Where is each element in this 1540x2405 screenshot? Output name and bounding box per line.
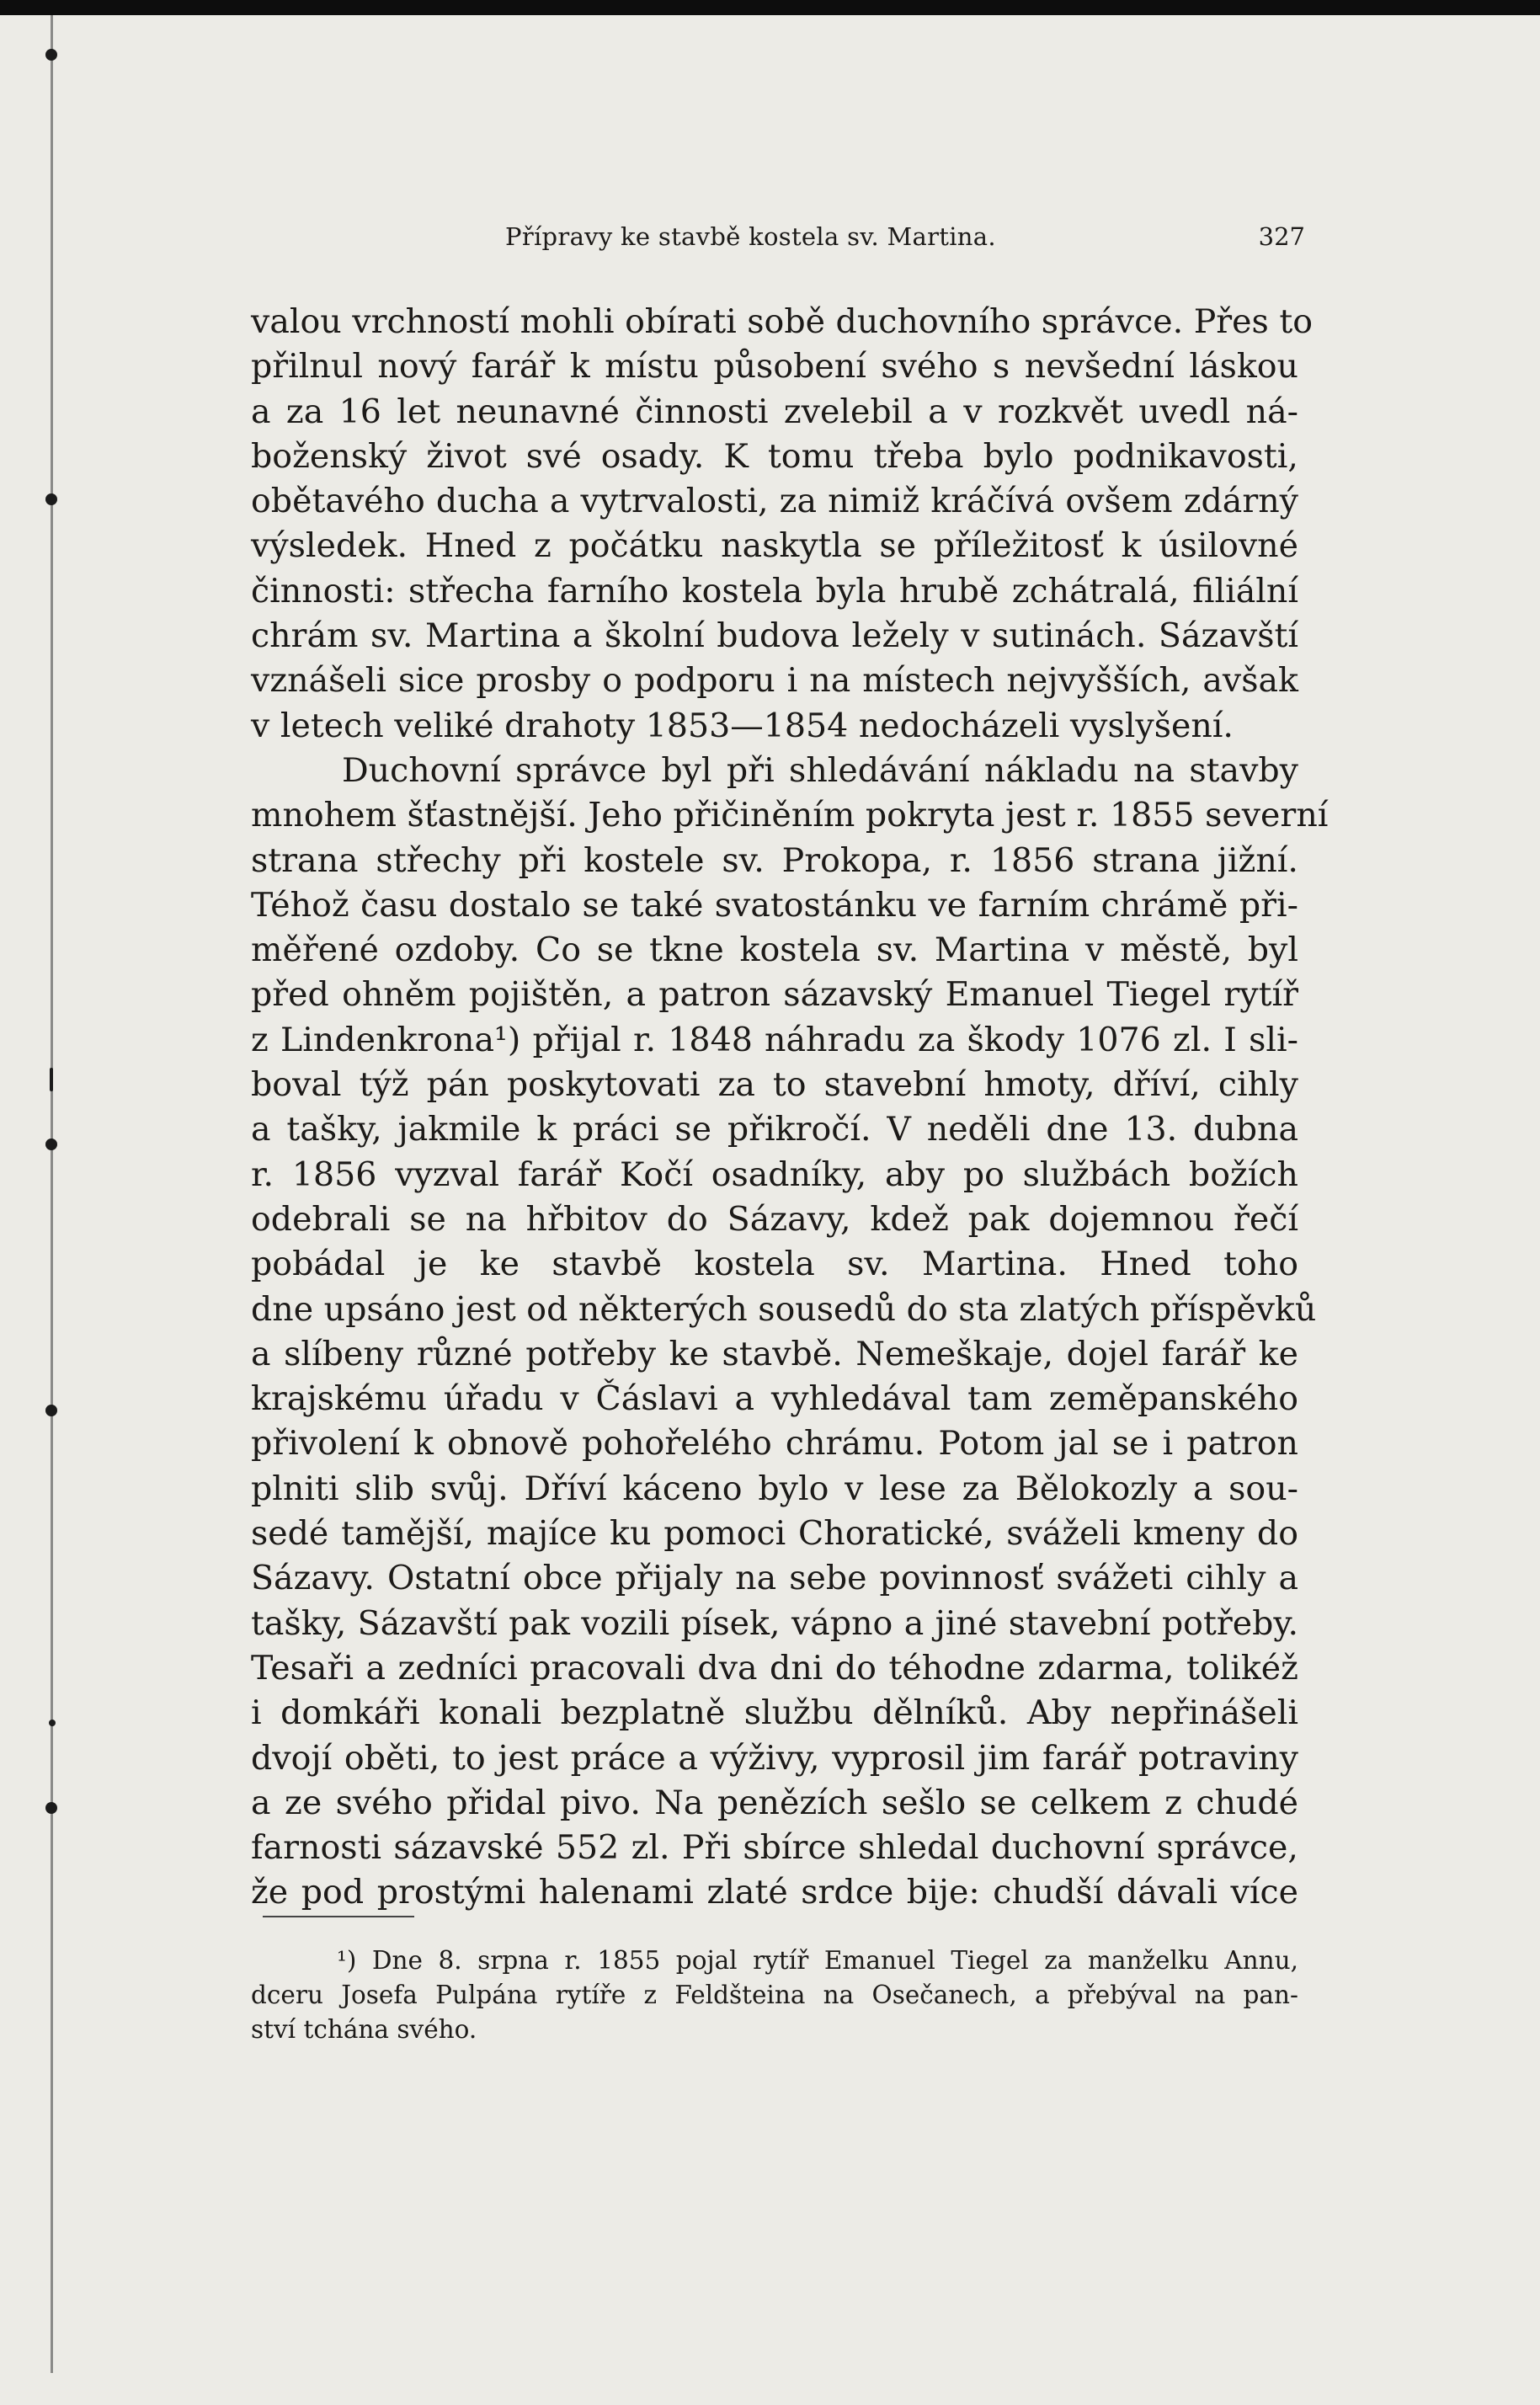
text-line: Sázavy. Ostatní obce přijaly na sebe povinnosť svážeti cihly a — [251, 1559, 1298, 1598]
gutter-mark — [45, 493, 57, 505]
gutter-mark — [45, 1802, 57, 1814]
text-line: Duchovní správce byl při shledávání nákladu na stavby — [342, 750, 1298, 790]
page-header — [253, 222, 1305, 264]
scan-gutter-line — [51, 15, 53, 2373]
text-line: činnosti: střecha farního kostela byla hrubě zchátralá, filiální — [251, 571, 1298, 611]
footnote-line: dceru Josefa Pulpána rytíře z Feldšteina na Osečanech, a přebýval na pan- — [251, 1981, 1298, 2009]
text-line: a tašky, jakmile k práci se přikročí. V neděli dne 13. dubna — [251, 1110, 1298, 1149]
body-text — [251, 300, 1329, 1916]
text-line: dvojí oběti, to jest práce a výživy, vyprosil jim farář potraviny — [251, 1738, 1298, 1778]
text-line: přivolení k obnově pohořelého chrámu. Potom jal se i patron — [251, 1424, 1298, 1464]
text-line: obětavého ducha a vytrvalosti, za nimiž kráčívá ovšem zdárný — [251, 482, 1298, 521]
running-title: Přípravy ke stavbě kostela sv. Martina. — [505, 222, 996, 251]
text-line: krajskému úřadu v Čáslavi a vyhledával tam zeměpanského — [251, 1379, 1298, 1419]
text-line: chrám sv. Martina a školní budova ležely v sutinách. Sázavští — [251, 616, 1298, 656]
text-line: strana střechy při kostele sv. Prokopa, r. 1856 strana jižní. — [251, 840, 1298, 880]
text-line: z Lindenkrona¹) přijal r. 1848 náhradu za škody 1076 zl. I sli- — [251, 1020, 1298, 1059]
gutter-mark — [45, 1139, 57, 1150]
text-line: boval týž pán poskytovati za to stavební hmoty, dříví, cihly — [251, 1065, 1298, 1105]
text-line: mnohem šťastnější. Jeho přičiněním pokryta jest r. 1855 severní — [251, 796, 1329, 835]
text-line: že pod prostými halenami zlaté srdce bije: chudší dávali více — [251, 1873, 1298, 1912]
gutter-mark — [45, 49, 57, 61]
footnote-line: ství tchána svého. — [251, 2015, 477, 2044]
gutter-mark — [45, 1405, 57, 1416]
text-line: pobádal je ke stavbě kostela sv. Martina. Hned toho — [251, 1245, 1298, 1284]
text-line: plniti slib svůj. Dříví káceno bylo v lese za Bělokozly a sou- — [251, 1469, 1298, 1508]
text-line: výsledek. Hned z počátku naskytla se příležitosť k úsilovné — [251, 526, 1298, 566]
text-line: přilnul nový farář k místu působení svého s nevšední láskou — [251, 347, 1298, 387]
text-line: v letech veliké drahoty 1853—1854 nedocházeli vyslyšení. — [251, 706, 1234, 745]
text-line: r. 1856 vyzval farář Kočí osadníky, aby po službách božích — [251, 1155, 1298, 1194]
footnote-divider — [263, 1916, 414, 1917]
footnote-line: ¹) Dne 8. srpna r. 1855 pojal rytíř Emanuel Tiegel za manželku Annu, — [337, 1946, 1298, 1975]
text-line: a za 16 let neunavné činnosti zvelebil a v rozkvět uvedl ná- — [251, 392, 1298, 431]
text-line: a ze svého přidal pivo. Na penězích sešlo se celkem z chudé — [251, 1783, 1298, 1822]
text-line: před ohněm pojištěn, a patron sázavský Emanuel Tiegel rytíř — [251, 975, 1298, 1015]
scan-top-edge — [0, 0, 1540, 15]
text-line: dne upsáno jest od některých sousedů do sta zlatých příspěvků — [251, 1289, 1317, 1329]
text-line: i domkáři konali bezplatně službu dělníků. Aby nepřinášeli — [251, 1693, 1298, 1733]
gutter-mark — [49, 1720, 56, 1726]
text-line: měřené ozdoby. Co se tkne kostela sv. Martina v městě, byl — [251, 931, 1298, 970]
text-line: boženský život své osady. K tomu třeba bylo podnikavosti, — [251, 436, 1298, 476]
text-line: valou vrchností mohli obírati sobě duchovního správce. Přes to — [251, 302, 1314, 341]
text-line: sedé tamější, majíce ku pomoci Choratické, sváželi kmeny do — [251, 1514, 1298, 1554]
text-line: a slíbeny různé potřeby ke stavbě. Nemeškaje, dojel farář ke — [251, 1334, 1298, 1373]
text-line: Téhož času dostalo se také svatostánku ve farním chrámě při- — [251, 885, 1298, 925]
page-number: 327 — [1258, 222, 1305, 251]
gutter-mark — [50, 1068, 53, 1091]
text-line: Tesaři a zedníci pracovali dva dni do téhodne zdarma, tolikéž — [251, 1648, 1298, 1688]
text-line: tašky, Sázavští pak vozili písek, vápno a jiné stavební potřeby. — [251, 1603, 1298, 1643]
text-line: odebrali se na hřbitov do Sázavy, kdež pak dojemnou řečí — [251, 1199, 1298, 1239]
text-line: vznášeli sice prosby o podporu i na místech nejvyšších, avšak — [251, 661, 1298, 701]
footnotes — [251, 1944, 1298, 2047]
text-line: farnosti sázavské 552 zl. Při sbírce shledal duchovní správce, — [251, 1828, 1298, 1868]
